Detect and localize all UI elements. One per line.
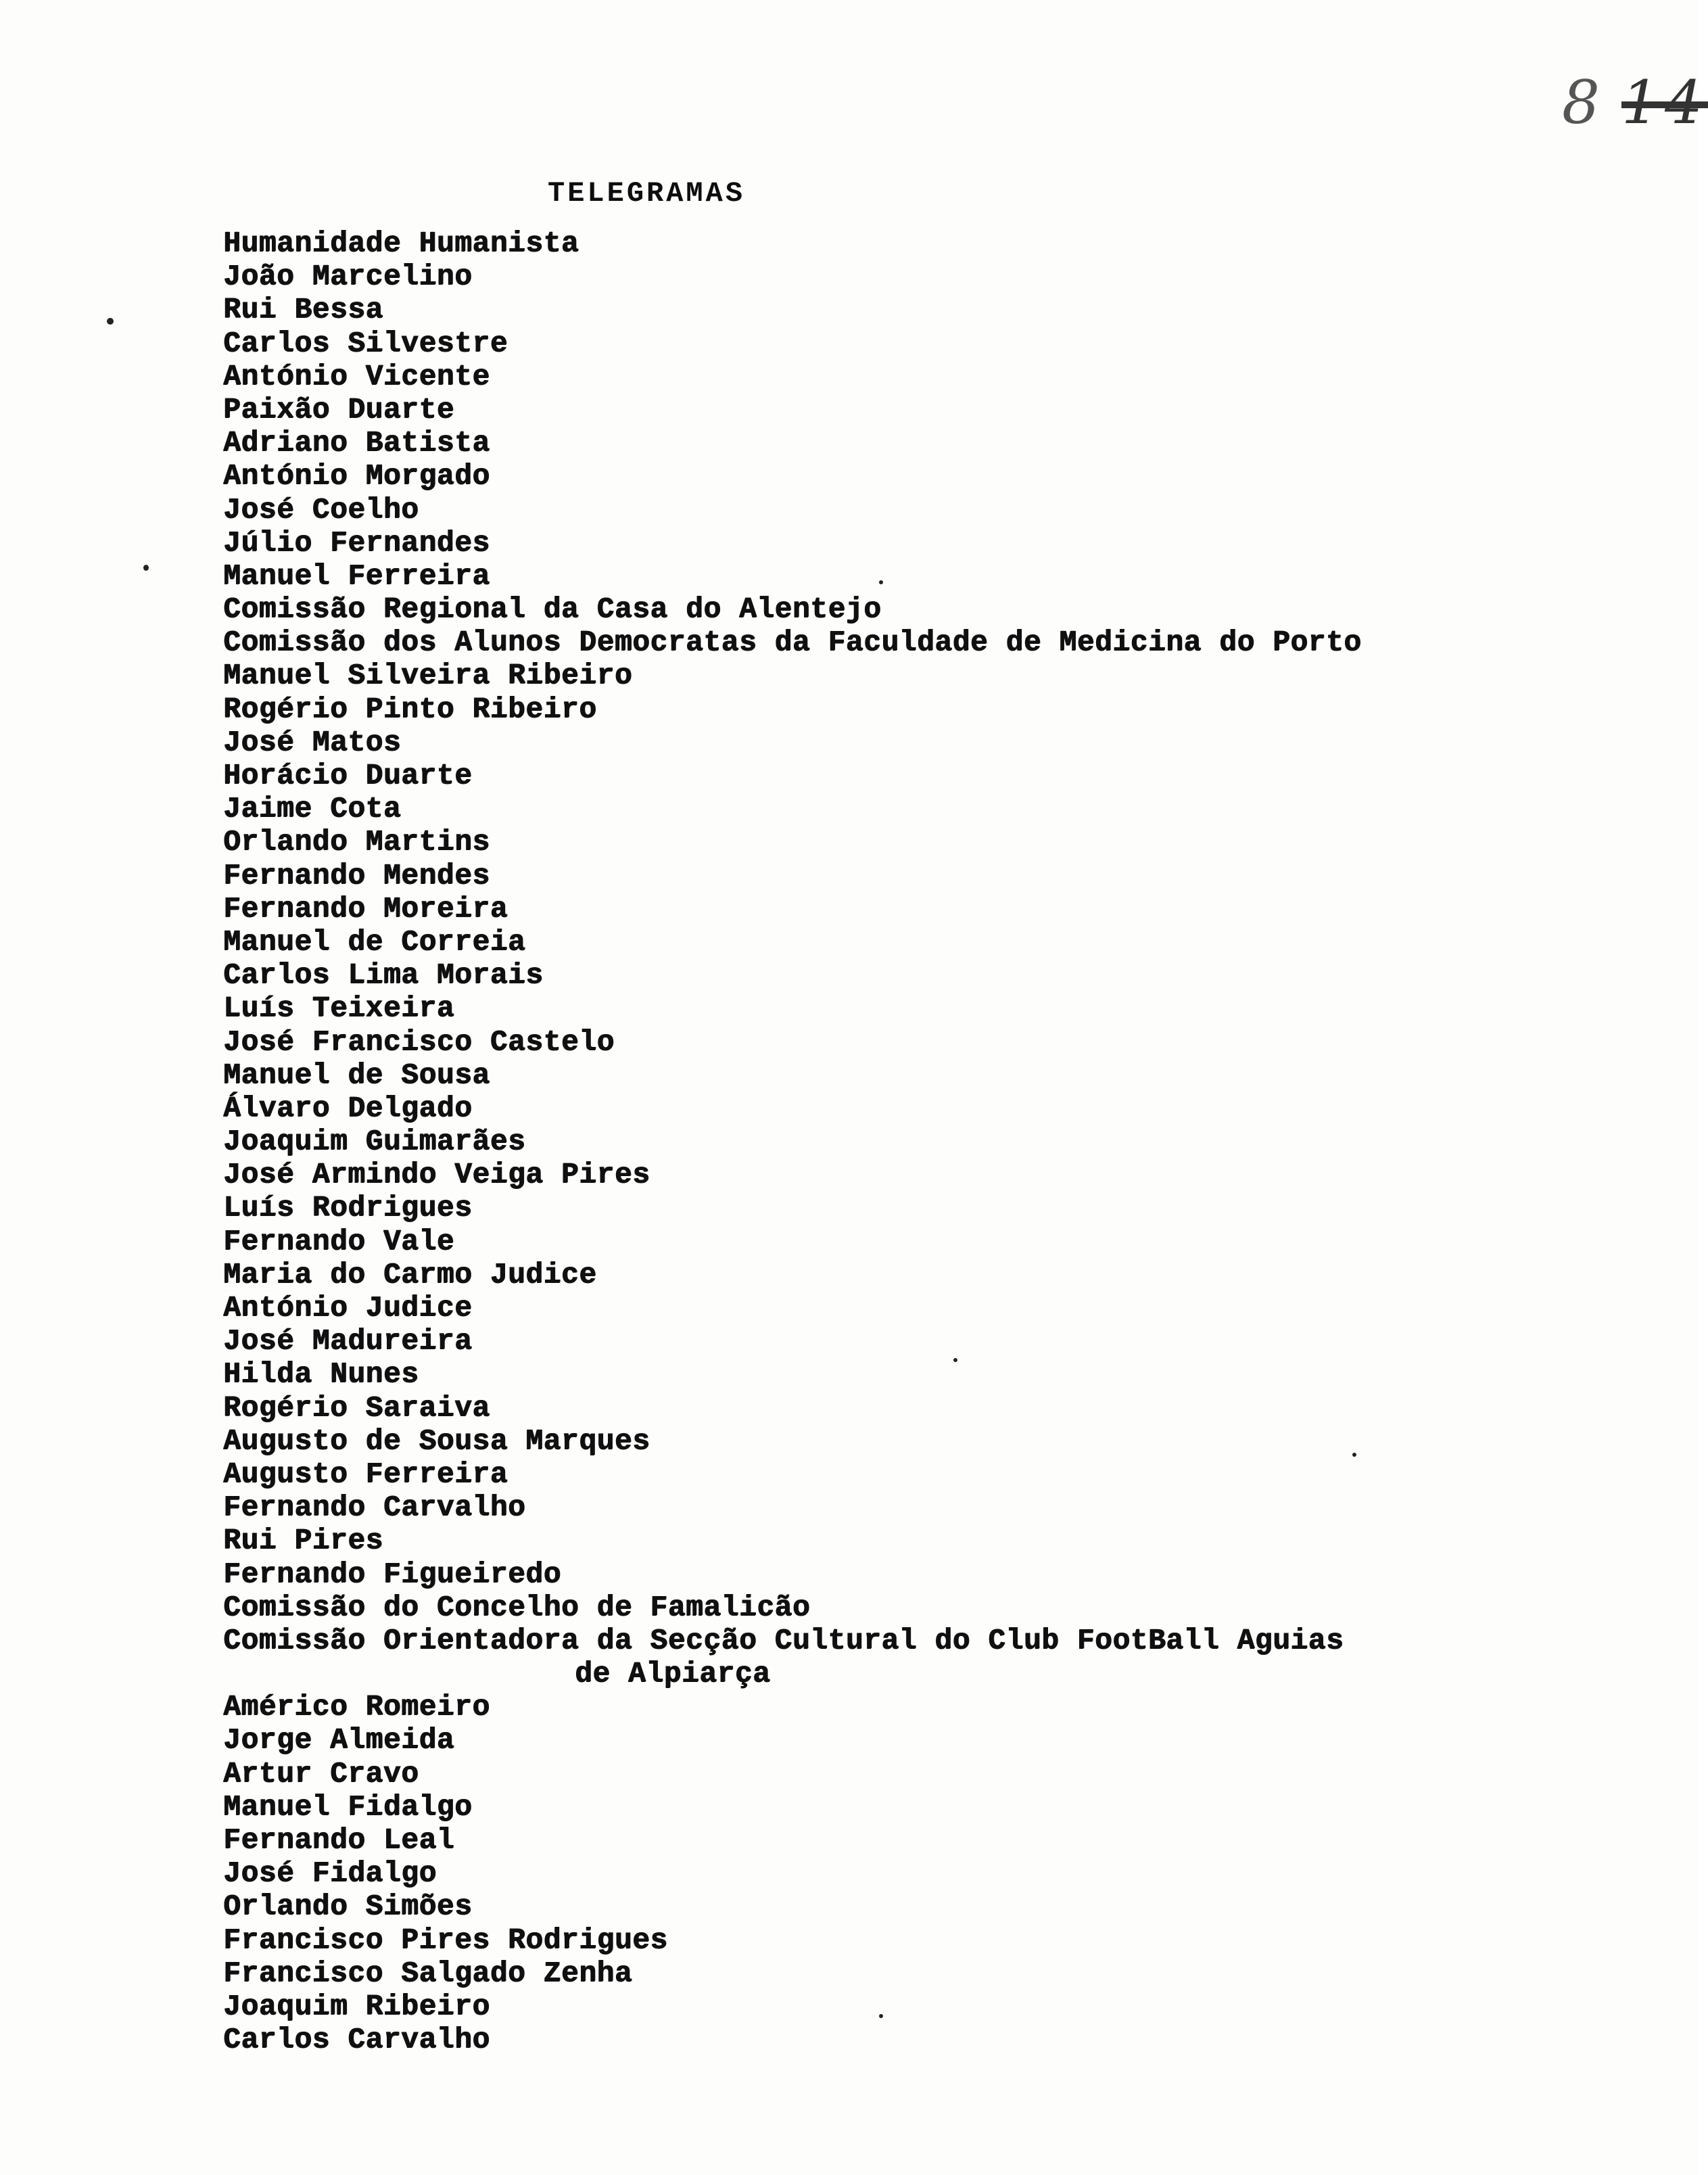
- list-item: Orlando Martins: [223, 825, 490, 859]
- list-item: Joaquim Ribeiro: [223, 1989, 490, 2023]
- document-title: TELEGRAMAS: [548, 177, 746, 210]
- list-item: José Francisco Castelo: [223, 1025, 615, 1058]
- list-item: Paixão Duarte: [223, 392, 454, 426]
- list-item: Manuel Ferreira: [223, 559, 490, 592]
- list-item: Jaime Cota: [223, 792, 402, 826]
- list-item: Carlos Lima Morais: [223, 958, 544, 992]
- list-item: Humanidade Humanista: [223, 227, 579, 260]
- page-number-current: 8: [1562, 68, 1605, 137]
- list-item: Comissão Orientadora da Secção Cultural do Club FootBall Aguias: [223, 1623, 1344, 1657]
- list-item: Maria do Carmo Judice: [223, 1257, 597, 1291]
- list-item: Luís Teixeira: [223, 991, 454, 1025]
- list-item: Orlando Simões: [223, 1890, 473, 1923]
- list-item: José Coelho: [223, 492, 419, 526]
- list-item: António Morgado: [223, 459, 490, 493]
- list-item: António Judice: [223, 1291, 473, 1324]
- list-item: Comissão do Concelho de Famalicão: [223, 1590, 811, 1624]
- list-item: Francisco Salgado Zenha: [223, 1956, 632, 1990]
- scan-speck: [879, 2014, 883, 2018]
- list-item: Fernando Leal: [223, 1823, 454, 1856]
- list-item: Rogério Saraiva: [223, 1390, 490, 1424]
- list-item: Rui Pires: [223, 1524, 383, 1558]
- list-item: Rui Bessa: [223, 293, 383, 327]
- list-item: Fernando Mendes: [223, 858, 490, 892]
- page-number-struck: 14: [1621, 68, 1708, 137]
- list-item-continuation: de Alpiarça: [575, 1657, 771, 1691]
- list-item: Jorge Almeida: [223, 1723, 454, 1757]
- scan-speck: [1352, 1453, 1356, 1457]
- list-item: José Matos: [223, 725, 402, 759]
- list-item: José Armindo Veiga Pires: [223, 1158, 650, 1192]
- list-item: Francisco Pires Rodrigues: [223, 1923, 668, 1957]
- list-item: João Marcelino: [223, 260, 473, 294]
- list-item: Manuel Fidalgo: [223, 1790, 473, 1823]
- telegram-sender-list: [223, 227, 1630, 2056]
- list-item: Fernando Vale: [223, 1224, 454, 1258]
- list-item: Fernando Carvalho: [223, 1491, 526, 1524]
- list-item: Manuel Silveira Ribeiro: [223, 659, 632, 693]
- list-item: Artur Cravo: [223, 1756, 419, 1790]
- list-item: António Vicente: [223, 359, 490, 393]
- scan-speck: [107, 318, 114, 325]
- list-item: Fernando Figueiredo: [223, 1557, 561, 1591]
- list-item: Carlos Carvalho: [223, 2023, 490, 2057]
- list-item: José Madureira: [223, 1324, 473, 1358]
- list-item: Manuel de Sousa: [223, 1058, 490, 1092]
- list-item: Joaquim Guimarães: [223, 1125, 526, 1159]
- list-item: Hilda Nunes: [223, 1357, 419, 1391]
- scan-speck: [879, 580, 883, 584]
- page-number: [1562, 68, 1708, 137]
- list-item: Fernando Moreira: [223, 891, 508, 925]
- list-item: Comissão Regional da Casa do Alentejo: [223, 592, 882, 626]
- list-item: Comissão dos Alunos Democratas da Faculdade de Medicina do Porto: [223, 626, 1362, 659]
- list-item: Manuel de Correia: [223, 925, 526, 958]
- list-item: Rogério Pinto Ribeiro: [223, 692, 597, 726]
- list-item: José Fidalgo: [223, 1856, 437, 1890]
- list-item: Álvaro Delgado: [223, 1091, 473, 1125]
- list-item: Augusto de Sousa Marques: [223, 1424, 650, 1457]
- list-item: Américo Romeiro: [223, 1690, 490, 1724]
- list-item: Augusto Ferreira: [223, 1457, 508, 1491]
- list-item: Luís Rodrigues: [223, 1191, 473, 1225]
- scan-speck: [953, 1358, 957, 1362]
- list-item: Horácio Duarte: [223, 759, 473, 792]
- scan-speck: [143, 565, 149, 571]
- list-item: Júlio Fernandes: [223, 525, 490, 559]
- list-item: Adriano Batista: [223, 426, 490, 460]
- list-item: Carlos Silvestre: [223, 326, 508, 360]
